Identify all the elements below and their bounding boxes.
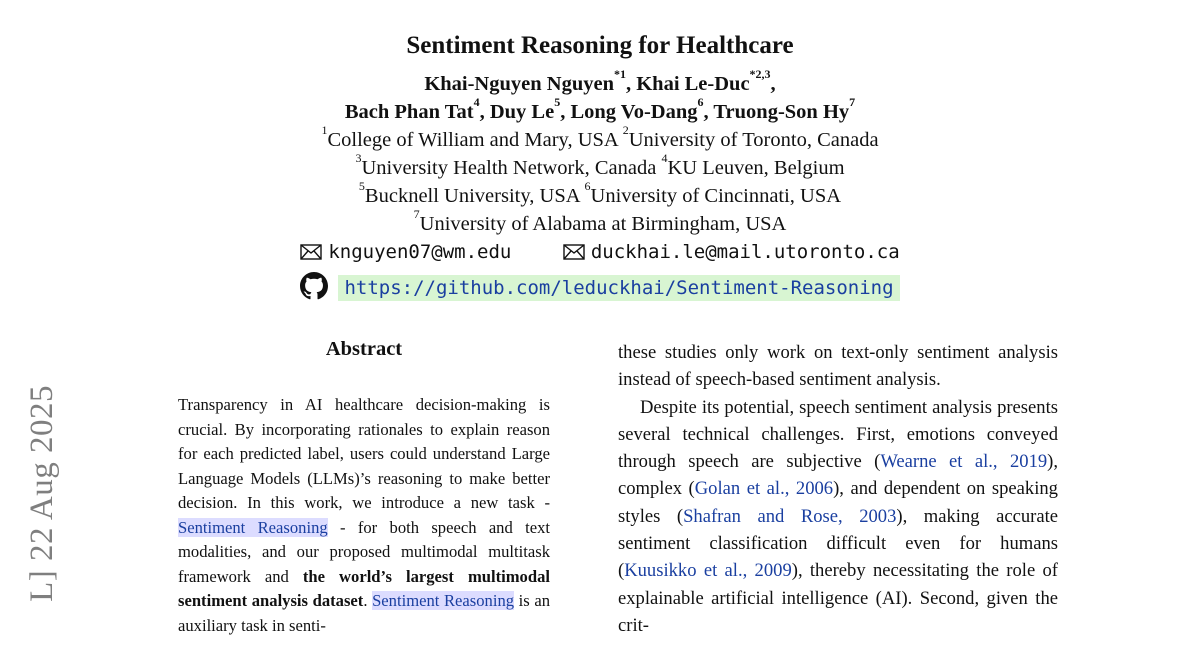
author-sup: 6 <box>697 95 704 109</box>
abstract-text: Transparency in AI healthcare decision-making is crucial. By incorporating rationales to explain reason for each predicted label, users could understand Large Language Models (LLMs)’s reasoning to make better decision. In this work, we introduce a new task - <box>178 395 550 512</box>
paragraph: these studies only work on text-only sentiment analysis instead of speech-based sentiment analysis. <box>618 342 1058 391</box>
paragraph-text: ), making accurate sentiment classification difficult even for humans ( <box>618 505 1059 582</box>
arxiv-sidebar <box>18 385 88 648</box>
aff-sup: 6 <box>584 179 591 193</box>
author-name: Khai Le-Duc <box>636 73 750 95</box>
paragraph-text: ), complex ( <box>618 451 1059 500</box>
author-list: Khai-Nguyen Nguyen$^{*1}$, Khai Le-Duc$^{*2,3}$, Bach Phan Tat$^4$, Duy Le$^5$, Long Vo-Dang$^6$, Truong-Son Hy$^7$ <box>344 67 856 123</box>
abstract-body <box>178 393 550 638</box>
paragraph <box>618 394 1058 640</box>
author-sup: 4 <box>473 95 480 109</box>
envelope-icon <box>563 244 585 260</box>
author-name: Duy Le <box>489 101 555 123</box>
paragraph-text: Despite its potential, speech sentiment analysis presents several technical challenges. First, emotions conveyed through speech are subjective ( <box>618 396 1058 473</box>
author-sup: *1 <box>613 67 626 81</box>
aff-sup: 1 <box>321 123 328 137</box>
envelope-icon <box>300 244 322 260</box>
aff-name: Bucknell University, USA <box>364 185 580 207</box>
github-link[interactable]: https://github.com/leduckhai/Sentiment-Reasoning <box>338 275 899 301</box>
abstract-heading: Abstract <box>325 338 403 360</box>
paper-header <box>0 30 1200 300</box>
email-text: knguyen07@wm.edu <box>328 241 512 263</box>
citation-link[interactable]: Wearne et al., 2019 <box>880 451 1048 473</box>
email-text: duckhai.le@mail.utoronto.ca <box>590 241 900 263</box>
affiliation-line <box>0 207 1200 238</box>
task-link[interactable]: Sentiment Reasoning <box>372 591 515 610</box>
paper-title: Sentiment Reasoning for Healthcare <box>406 32 794 59</box>
citation-link[interactable]: Golan et al., 2006 <box>694 478 834 500</box>
author-name: Bach Phan Tat <box>344 101 474 123</box>
abstract-text: is an auxiliary task in senti- <box>178 591 551 635</box>
abstract-bold-text: the world’s largest multimodal sentiment analysis dataset <box>178 566 550 610</box>
abstract-text: - for both speech and text modalities, and our proposed multimodal multitask framework and <box>178 517 550 586</box>
affiliation-line <box>0 179 1200 210</box>
paragraph-text: ), and dependent on speaking styles ( <box>618 478 1058 527</box>
aff-name: University Health Network, Canada <box>361 157 657 179</box>
aff-sup: 5 <box>358 179 365 193</box>
email-item[interactable] <box>563 241 900 263</box>
email-row <box>0 238 1200 266</box>
aff-name: University of Cincinnati, USA <box>590 185 842 207</box>
author-sup: 7 <box>849 95 856 109</box>
author-name: Khai-Nguyen Nguyen <box>424 73 614 95</box>
citation-link[interactable]: Kuusikko et al., 2009 <box>624 560 792 582</box>
aff-sup: 7 <box>413 207 420 221</box>
email-item[interactable] <box>300 241 522 263</box>
abstract-text: . <box>363 591 373 610</box>
author-name: Long Vo-Dang <box>570 101 698 123</box>
aff-sup: 2 <box>622 123 629 137</box>
github-icon <box>300 272 328 300</box>
citation-link[interactable]: Shafran and Rose, 2003 <box>683 505 897 527</box>
aff-name: College of William and Mary, USA <box>327 129 618 151</box>
author-sup: 5 <box>554 95 561 109</box>
paragraph-text: ), thereby necessitating the role of explainable artificial intelligence (AI). Second, given the crit- <box>618 560 1058 636</box>
affiliation-line <box>0 123 1200 154</box>
author-sup: *2,3 <box>749 67 771 81</box>
aff-name: University of Alabama at Birmingham, USA <box>419 213 787 235</box>
intro-column <box>618 339 1058 639</box>
github-row <box>0 272 1200 300</box>
affiliation-line <box>0 151 1200 182</box>
author-name: Truong-Son Hy <box>713 101 850 123</box>
aff-sup: 3 <box>355 151 362 165</box>
arxiv-date-stamp: L] 22 Aug 2025 <box>24 385 60 602</box>
aff-name: University of Toronto, Canada <box>628 129 879 151</box>
aff-name: KU Leuven, Belgium <box>667 157 845 179</box>
aff-sup: 4 <box>661 151 668 165</box>
task-link[interactable]: Sentiment Reasoning <box>178 517 328 537</box>
